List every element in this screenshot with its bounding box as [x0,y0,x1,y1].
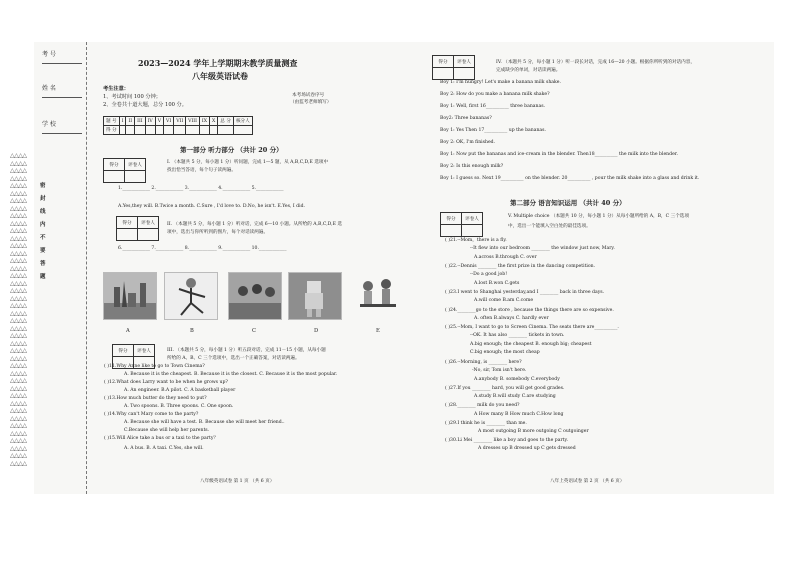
grader-input[interactable] [104,171,125,183]
section-instruction: I. （本题共 5 分，每小题 1 分）听问题，完成 1—5 题，从 A,B,C,D,E 选项中 [167,160,329,165]
grader-box: 得分 评卷人 [432,55,475,80]
question-options: A. Because it is the cheapest. B. Because it is the closest. C. Because it is the most popular. [124,372,338,377]
question[interactable]: ( )23.I went to Shanghai yesterday,and I ________ back in three days. [445,290,605,295]
question-options: C.Because she will help her parents. [124,428,210,433]
question[interactable]: ( )30.Li Mei ________ like a boy and goes to the party. [445,438,568,443]
score-cell: 总 分 [218,117,234,126]
question[interactable]: ( )28.________ milk do you need? [445,403,520,408]
picture-b [164,272,218,320]
exam-number-field[interactable]: 考 号 [36,46,84,64]
picture-label: D [314,328,319,334]
runner-cartoon [165,273,217,319]
score-input[interactable] [233,126,252,135]
section-instruction: II. （本题共 5 分，每小题 1 分）听对话，完成 6—10 小题。从所给的 A,B,C,D,E 选 [167,222,343,227]
instruction-line: 2、全卷共十道大题，总分 100 分。 [103,102,187,108]
section-instruction: 完成缺少的单词，对话读两遍。 [496,68,561,73]
question[interactable]: ( )13.How much butter do they need to put? [104,396,207,401]
answer-blanks[interactable]: 1.____________ 2.____________ 3.____________ 4.____________ 5.____________ [118,186,284,191]
instructions-heading: 考生注意： [103,86,129,92]
score-table [103,116,253,135]
question-options: A. Because she will have a test. B. Because she will meet her friend.. [124,420,285,425]
picture-label: B [190,328,194,334]
score-input[interactable] [186,126,200,135]
score-input[interactable] [199,126,209,135]
question[interactable]: ( )24.________go to the store , because the things there are so expensive. [445,308,614,313]
score-input[interactable] [135,126,145,135]
question-options: A dresses up B dressed up C gets dressed [478,446,576,451]
grader-box: 得分 评卷人 [116,216,159,241]
question[interactable]: ( )25.--Mom, I want to go to Screen Cinema. The seats there are__________. [445,325,619,330]
score-cell: II [126,117,135,126]
robot-photo [289,273,341,319]
dialogue-line: Boy 2: OK, I'm finished. [440,140,496,145]
picture-d [288,272,342,320]
question-options: C.big enough; the most cheap [470,350,540,355]
part1-heading: 第一部分 听力部分 （共计 20 分） [180,146,283,154]
dialogue-line[interactable]: Boy 1: Yes Then 17__________ up the bananas. [440,128,546,133]
exam-subtitle: 八年级英语试卷 [192,71,248,81]
grader-input[interactable] [138,229,159,241]
section-instruction: 项中，选出与你所听到的图片，每个对话读两遍。 [167,230,269,235]
family-cartoon [352,272,404,318]
dialogue-line: Boy 1: I'm hungry! Let's make a banana milk shake. [440,80,561,85]
score-cell: I [119,117,126,126]
question-line: --Do a good job! [470,272,508,277]
score-input[interactable] [210,126,218,135]
statue-of-liberty-photo [104,273,156,319]
score-cell: V [155,117,163,126]
score-input[interactable] [174,126,186,135]
score-cell: X [210,117,218,126]
question-line: --It flew into our bedroom ________ the window just now, Mary. [470,246,615,251]
picture-e [352,272,404,318]
exam-sheet [34,42,774,494]
question-options: A.will come B.am C.come [474,298,534,303]
question[interactable]: ( )15.Will Alice take a bus or a taxi to the party？ [104,436,219,441]
grader-input[interactable] [117,229,138,241]
picture-a [103,272,157,320]
section-instruction: 中，选出一个能填入空白处的最佳选项。 [508,224,591,229]
score-cell: 核分人 [233,117,252,126]
score-input[interactable] [119,126,126,135]
question[interactable]: ( )27.If you ________ hard, you will get good grades. [445,386,565,391]
grader-box: 得分 评卷人 [112,344,155,369]
question[interactable]: ( )22.--Dennis ________ the first prize in the dancing competition. [445,264,596,269]
exam-title: 2023—2024 学年上学期期末教学质量测查 [138,58,298,68]
grader-input[interactable] [125,171,146,183]
page-footer-right: 八年上英语试卷 第 2 页 （共 6 页） [550,479,625,484]
question-options: A How many B How much C.How long [474,412,564,417]
score-input[interactable] [145,126,155,135]
question-options: A.lost B.won C.gets [474,281,520,286]
school-field[interactable]: 学 校 [36,116,84,134]
question[interactable]: ( )21.--Mom，there is a fly. [445,238,507,243]
question-options: A most outgoing B more outgoing C outgoinger [478,429,589,434]
score-cell: VIII [186,117,200,126]
dialogue-line[interactable]: Boy 1: I guess so. Next 19__________ on the blender. 20__________ , pour the milk shake into a glass and drink it. [440,176,700,181]
seal-warning: 密封线内不要答题 [40,183,46,280]
question-options: A. Two spoons. B. Three spoons. C. One spoon. [124,404,234,409]
question-options: A.study B.will study C.are studying [474,394,556,399]
question-options: A. A bus. B. A taxi. C.Yes, she will. [124,446,204,451]
question-options: A.big enough; the cheapest B. enough big; cheapest [470,342,592,347]
dialogue-line[interactable]: Boy 1: Well, first 16__________ three bananas. [440,104,546,109]
question-line: -No, sir, Tom isn't here. [472,368,527,373]
name-field[interactable]: 姓 名 [36,80,84,98]
score-cell: VI [164,117,174,126]
score-input[interactable] [155,126,163,135]
score-cell: IV [145,117,155,126]
question[interactable]: ( )14.Why can't Mary come to the party? [104,412,199,417]
score-input[interactable] [218,126,234,135]
picture-label: A [126,328,130,334]
score-cell: III [135,117,145,126]
serial-label: （由监考老师填写） [290,100,332,105]
seal-line-triangles: △△△△ △△△△ △△△△ △△△△ △△△△ △△△△ △△△△ △△△△ △△△△ △△△△ △△△△ △△△△ △△△△ △△△△ △△△△ △△△△ △△△△ △△△△ △△△△ △△△△ △△△△ △△△△ △△△△ △△△△ △△△△ △△△△ △△△△ △△△△ △△△△ △△△△ △△△△ △△△△ △△△△ △△△△ △△△△ △△△△ △△△△ △△△△ △△△△ △△△△ △△△△ △△△△ [10,152,27,467]
part2-heading: 第二部分 语言知识运用 （共计 40 分） [510,199,626,207]
picture-label: C [252,328,256,334]
grader-input[interactable] [454,68,475,80]
question-options: A. An engineer. B.A pilot. C. A basketball player [124,388,236,393]
score-input[interactable] [126,126,135,135]
section-instruction: III. （本题共 5 分，每小题 1 分）听五段对话，完成 11－15 小题，从每小题 [167,348,326,353]
question-line: --OK. It has also ________ tickets in town. [470,333,565,338]
dialogue-line: Boy2: Three bananas? [440,116,492,121]
grader-input[interactable] [441,225,462,237]
question-options: A. often B.always C. hardly ever [474,316,549,321]
section-instruction: 所给的 A、B、C 三个选项中，选出一个正确答案，对话读两遍。 [167,356,300,361]
score-cell: IX [199,117,209,126]
question[interactable]: ( )26.--Morning, is ________ here? [445,360,522,365]
question-options: A.anybody B. somebody C.everybody [474,377,560,382]
page-footer-left: 八年级英语试卷 第 1 页 （共 6 页） [200,479,275,484]
grader-input[interactable] [462,225,483,237]
grader-input[interactable] [433,68,454,80]
section-instruction: V. Multiple choice （本题共 10 分，每小题 1 分）从每小题所给的 A，B，C 三个选项 [508,214,689,219]
dialogue-line: Boy 2: Is this enough milk? [440,164,504,169]
score-cell: VII [174,117,186,126]
score-input[interactable] [164,126,174,135]
picture-c [228,272,282,320]
group-photo [229,273,281,319]
answer-options: A.Yes,they will. B.Twice a month. C.Sure , I'd love to. D.No, he isn't. E.Yes, I did. [118,204,305,209]
serial-label: 本考场试卷序号 [292,93,325,98]
answer-blanks[interactable]: 6.____________ 7.____________ 8.____________ 9.____________ 10.____________ [118,246,287,251]
dialogue-line[interactable]: Boy 1: Now put the bananas and ice-cream in the blender. Then18__________ the milk into the blender. [440,152,678,157]
question[interactable]: ( )12.What does Larry want to be when he grows up? [104,380,228,385]
dialogue-line: Boy 2: How do you make a banana milk shake? [440,92,550,97]
score-cell: 题 号 [104,117,120,126]
question[interactable]: ( )11.Why Anne like to go to Town Cinema? [104,364,205,369]
picture-label: E [376,328,380,334]
instruction-line: 1、考试时间 100 分钟； [103,94,161,100]
grader-box: 得分 评卷人 [440,212,483,237]
question-options: A.across B.through C. over [474,255,537,260]
section-instruction: 找出恰当答语，每个句子读两遍。 [167,168,236,173]
score-cell: 得 分 [104,126,120,135]
question[interactable]: ( )29.I think he is ________ than me. [445,421,527,426]
section-instruction: IV. （本题共 5 分，每小题 1 分）听一段长对话，完成 16—20 小题。根据你所听到的对话内容， [496,60,695,65]
grader-box: 得分 评卷人 [103,158,146,183]
